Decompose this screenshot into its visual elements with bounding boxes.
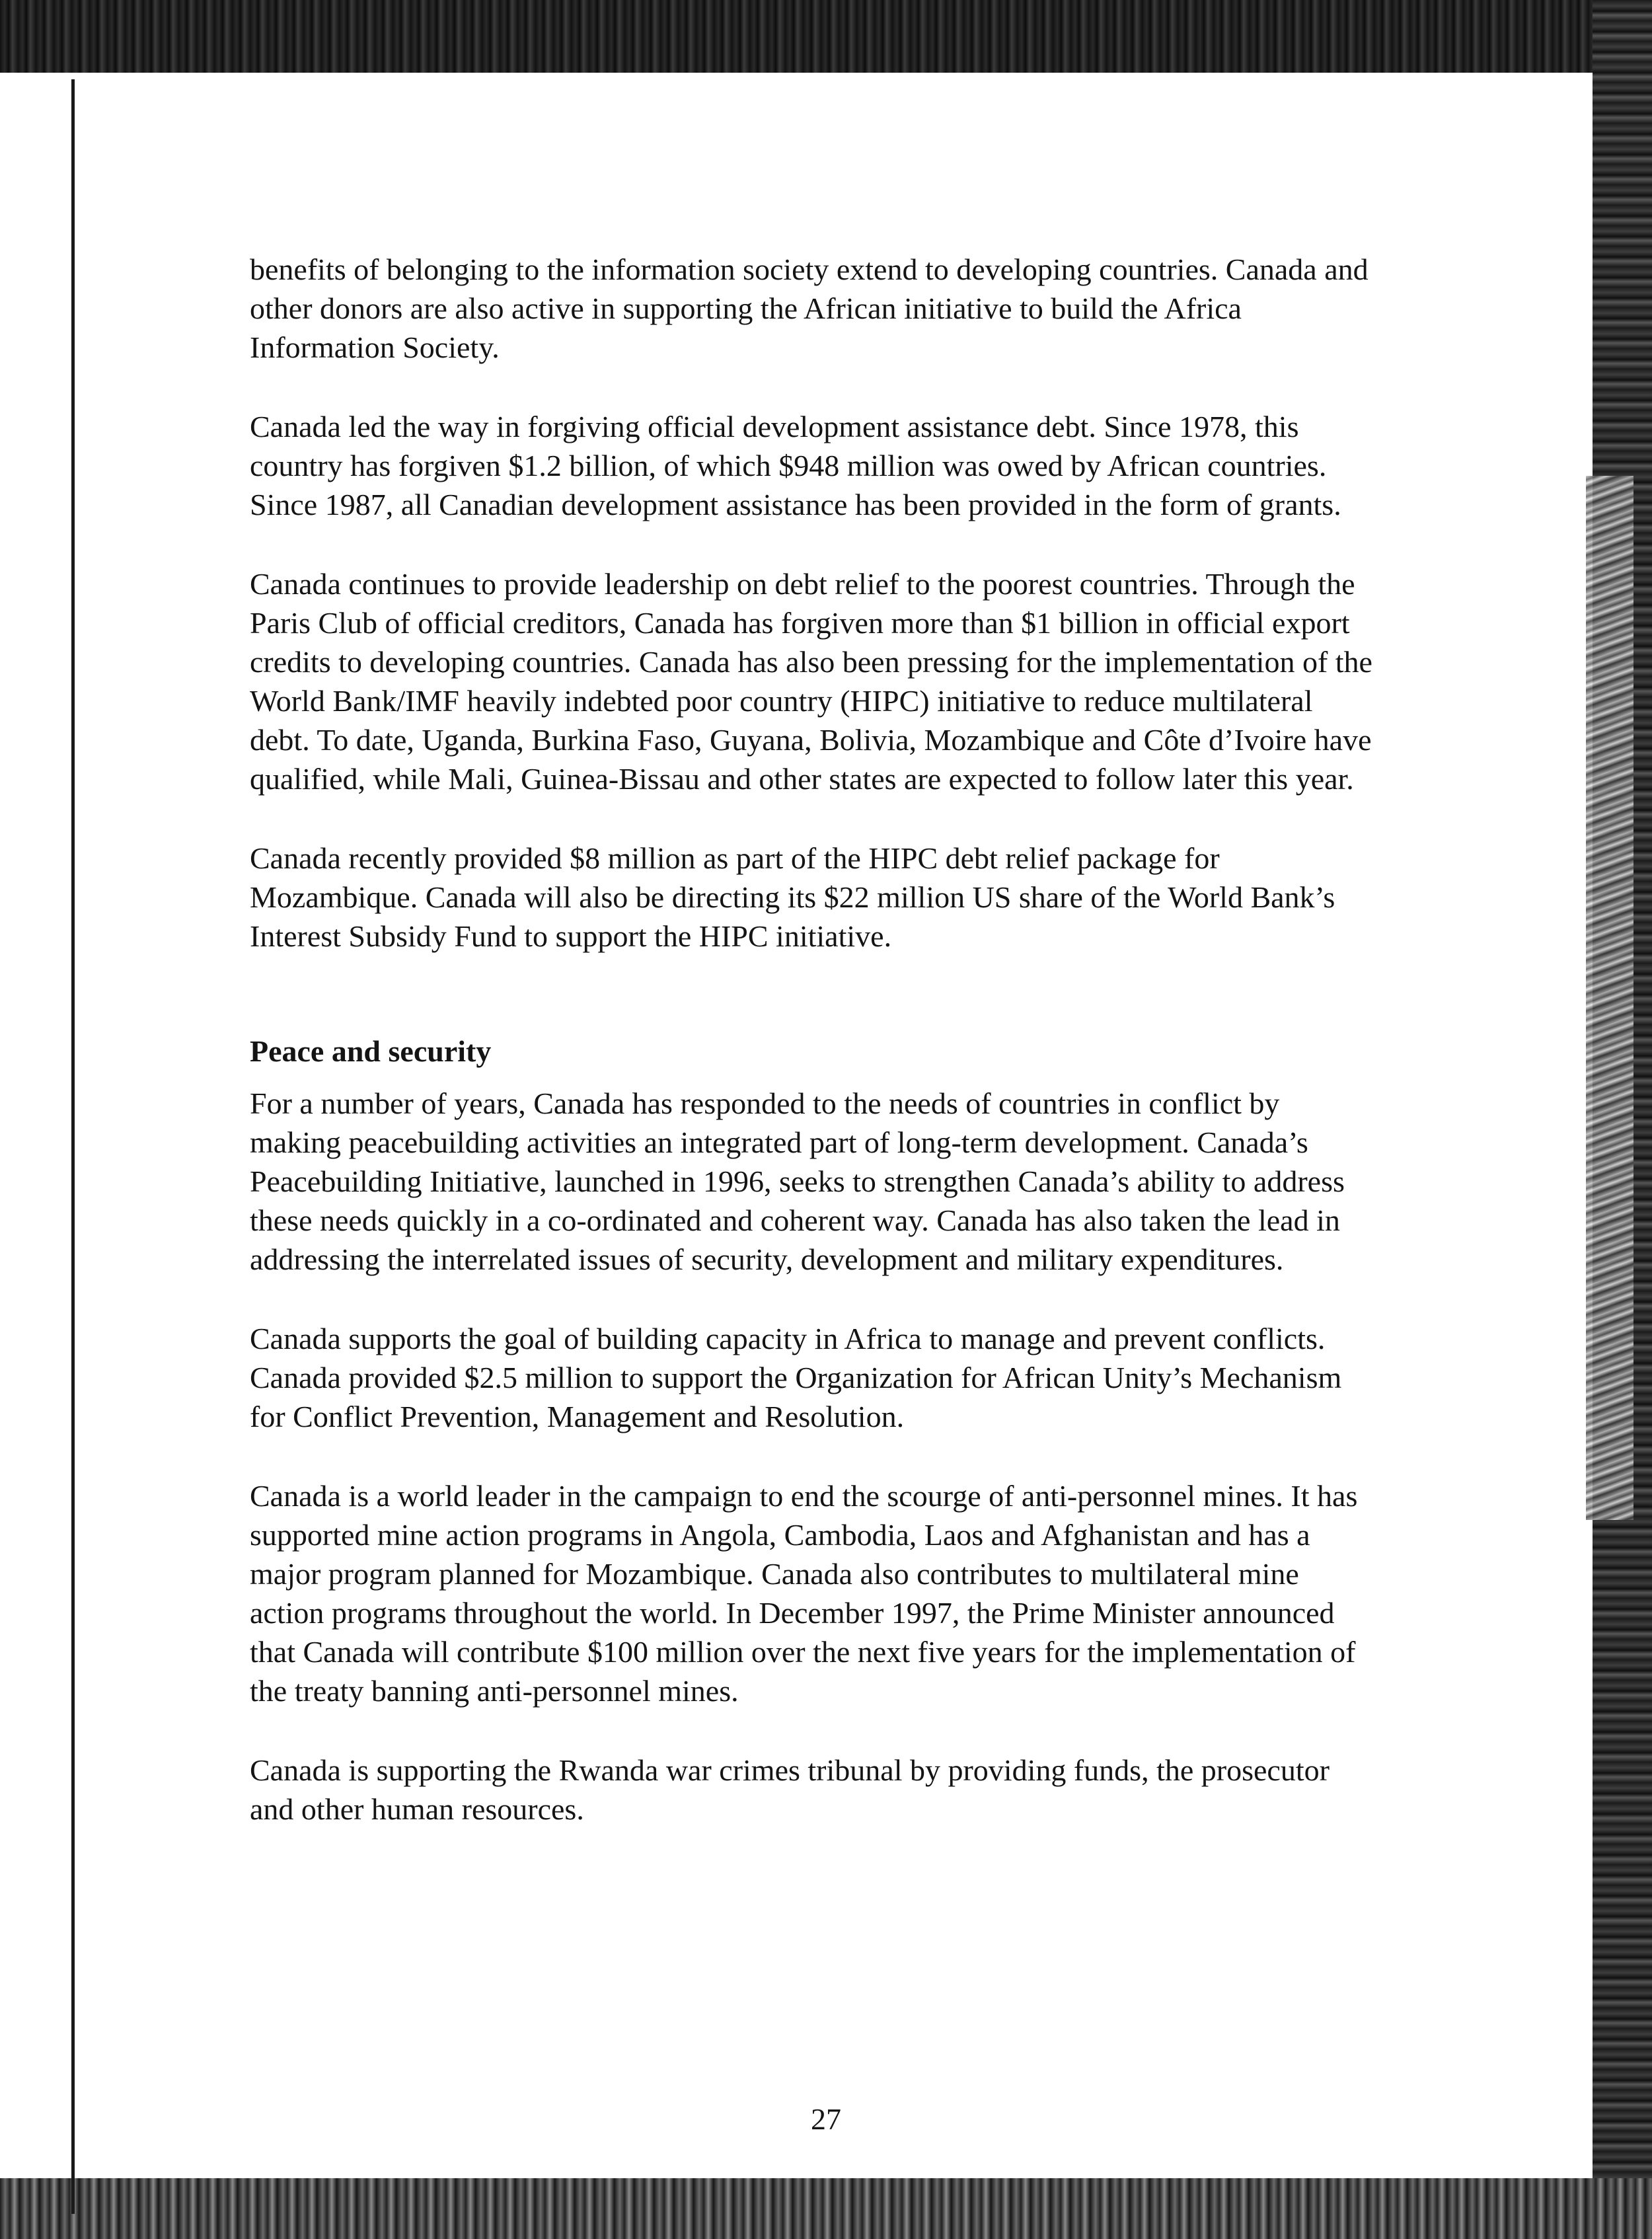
document-body bbox=[250, 250, 1373, 1869]
paragraph: For a number of years, Canada has responded to the needs of countries in conflict by making peacebuilding activities an integrated part of long-term development. Canada’s Peacebuilding Initiative, launched in 1996, seeks to strengthen Canada’s ability to address these needs quickly in a co-ordinated and coherent way. Canada has also taken the lead in addressing the interrelated issues of security, development and military expenditures. bbox=[250, 1086, 1345, 1276]
scan-edge-left bbox=[71, 79, 75, 2214]
scan-border-bottom bbox=[0, 2178, 1652, 2239]
paragraph: Canada is supporting the Rwanda war crimes tribunal by providing funds, the prosecutor and other human resources. bbox=[250, 1753, 1330, 1826]
paragraph: Canada led the way in forgiving official development assistance debt. Since 1978, this country has forgiven $1.2 billion, of which $948 million was owed by African countries. Since 1987, all Canadian development assistance has been provided in the form of grants. bbox=[250, 410, 1341, 521]
paragraph: Canada supports the goal of building capacity in Africa to manage and prevent conflicts. Canada provided $2.5 million to support the Organization for African Unity’s Mechanism for Conflict Prevention, Management and Resolution. bbox=[250, 1322, 1342, 1433]
paragraph: benefits of belonging to the information society extend to developing countries. Canada and other donors are also active in supporting the African initiative to build the Africa Information Society. bbox=[250, 252, 1369, 364]
paragraph: Canada is a world leader in the campaign to end the scourge of anti-personnel mines. It has supported mine action programs in Angola, Cambodia, Laos and Afghanistan and has a major program planned for Mozambique. Canada also contributes to multilateral mine action programs throughout the world. In December 1997, the Prime Minister announced that Canada will contribute $100 million over the next five years for the implementation of the treaty banning anti-personnel mines. bbox=[250, 1479, 1358, 1708]
scan-border-top bbox=[0, 0, 1652, 73]
scan-noise-right bbox=[1586, 476, 1633, 1520]
page-number: 27 bbox=[811, 2102, 841, 2136]
paragraph: Canada recently provided $8 million as part of the HIPC debt relief package for Mozambique. Canada will also be directing its $22 million US share of the World Bank’s Interest Subsidy Fund to support the HIPC initiative. bbox=[250, 841, 1335, 953]
paragraph: Canada continues to provide leadership on debt relief to the poorest countries. Through the Paris Club of official creditors, Canada has forgiven more than $1 billion in official export credits to developing countries. Canada has also been pressing for the implementation of the World Bank/IMF heavily indebted poor country (HIPC) initiative to reduce multilateral debt. To date, Uganda, Burkina Faso, Guyana, Bolivia, Mozambique and Côte d’Ivoire have qualified, while Mali, Guinea-Bissau and other states are expected to follow later this year. bbox=[250, 567, 1372, 796]
section-heading: Peace and security bbox=[250, 1034, 492, 1068]
